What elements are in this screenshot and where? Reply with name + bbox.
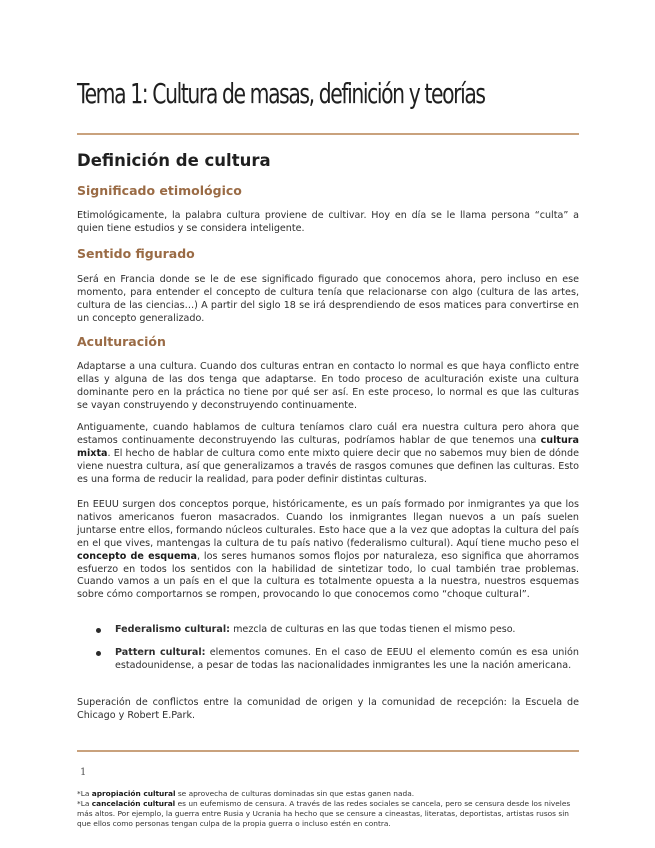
document-page: Tema 1: Cultura de masas, definición y teorías Definición de cultura Significado etimológico Etimológicamente, la palabra cultura proviene de cultivar. Hoy en día se le llama persona “culta” a quien tiene estudios y se considera inteligente. Sentido figurado Será en Francia donde se le de ese significado figurado que conocemos ahora, pero incluso en ese momento, para entender el concepto de cultura tenía que relacionarse con algo (cultura de las artes, cultura de las ciencias…) A partir del siglo 18 se irá desprendiendo de esos matices para convertirse en un concepto generalizado. Aculturación Adaptarse a una cultura. Cuando dos culturas entran en contacto lo normal es que haya conflicto entre ellas y alguna de las dos tenga que adaptarse. En todo proceso de aculturación existe una cultura dominante pero en la práctica no tiene por qué ser así. En este proceso, lo normal es que las culturas se vayan construyendo y deconstruyendo continuamente. Antiguamente, cuando hablamos de cultura teníamos claro cuál era nuestra cultura pero ahora que estamos continuamente deconstruyendo las culturas, podríamos hablar de que tenemos una cultura mixta. El hecho de hablar de cultura como ente mixto quiere decir que no sabemos muy bien de dónde viene nuestra cultura, así que generalizamos a través de rasgos comunes que definen las culturas. Esto es una forma de reducir la realidad, para poder definir distintas culturas. En EEUU surgen dos conceptos porque, históricamente, es un país formado por inmigrantes ya que los nativos americanos fueron masacrados. Cuando los inmigrantes llegan nuevos a un país suelen juntarse entre ellos, formando núcleos culturales. Esto hace que a la vez que adoptas la cultura del país en el que vives, mantengas la cultura de tu país nativo (federalismo cultural). Aquí tiene mucho peso el concepto de esquema, los seres humanos somos flojos por naturaleza, eso significa que ahorramos esfuerzo en todos los sentidos con la habilidad de sintetizar todo, lo cual también trae problemas. Cuando vamos a un país en el que la cultura es totalmente opuesta a la nuestra, nuestros esquemas sobre cómo comportarnos se rompen, provocando lo que conocemos como “choque cultural”. Federalismo cultural: mezcla de culturas en las que todas tienen el mismo peso. Pattern cultural: elementos comunes. En el caso de EEUU el elemento común es esa unión estadounidense, a pesar de todas las nacionalidades inmigrantes les une la nación americana. Superación de conflictos entre la comunidad de origen y la comunidad de recepción: la Escuela de Chicago y Robert E.Park. 1 *La apropiación cultural se aprovecha de culturas dominadas sin que estas ganen nada. *La cancelación cultural es un eufemismo de censura. A través de las redes sociales se cancela, pero se censura desde los niveles más altos. Por ejemplo, la guerra entre Rusia y Ucrania ha hecho que se censure a cineastas, literatas, deportistas, artistas rusos sin que ellos como personas tengan culpa de la propia guerra o incluso estén en contra.	[77, 78, 580, 828]
bullet-term: Pattern cultural:	[115, 647, 206, 658]
paragraph-figurado: Será en Francia donde se le de ese significado figurado que conocemos ahora, pero incluso en ese momento, para entender el concepto de cultura tenía que relacionarse con algo (cultura de las artes, cultura de las ciencias…) A partir del siglo 18 se irá desprendiendo de esos matices para convertirse en un concepto generalizado.	[77, 274, 579, 324]
paragraph-aculturacion-2: Antiguamente, cuando hablamos de cultura teníamos claro cuál era nuestra cultura pero ahora que estamos continuamente deconstruyendo las culturas, podríamos hablar de que tenemos una cultura mixta. El hecho de hablar de cultura como ente mixto quiere decir que no sabemos muy bien de dónde viene nuestra cultura, así que generalizamos a través de rasgos comunes que definen las culturas. Esto es una forma de reducir la realidad, para poder definir distintas culturas.	[77, 422, 579, 485]
paragraph-etimologico: Etimológicamente, la palabra cultura proviene de cultivar. Hoy en día se le llama persona “culta” a quien tiene estudios y se considera inteligente.	[77, 210, 579, 234]
paragraph-aculturacion-1: Adaptarse a una cultura. Cuando dos culturas entran en contacto lo normal es que haya conflicto entre ellas y alguna de las dos tenga que adaptarse. En todo proceso de aculturación existe una cultura dominante pero en la práctica no tiene por qué ser así. En este proceso, lo normal es que las culturas se vayan construyendo y deconstruyendo continuamente.	[77, 361, 579, 411]
subheading-aculturacion: Aculturación	[77, 334, 166, 349]
term-concepto-esquema: concepto de esquema	[77, 550, 197, 562]
section-heading: Definición de cultura	[77, 151, 271, 170]
page-number: 1	[80, 767, 87, 778]
paragraph-aculturacion-4: Superación de conflictos entre la comunidad de origen y la comunidad de recepción: la Escuela de Chicago y Robert E.Park.	[77, 697, 579, 721]
bullet-icon	[96, 651, 101, 656]
footnote: *La apropiación cultural se aprovecha de culturas dominadas sin que estas ganen nada.	[77, 789, 415, 798]
subheading-figurado: Sentido figurado	[77, 246, 195, 261]
bullet-icon	[96, 628, 101, 633]
subheading-etimologico: Significado etimológico	[77, 183, 242, 198]
page-title: Tema 1: Cultura de masas, definición y teorías	[77, 78, 485, 110]
term-cultura-mixta: cultura mixta	[77, 434, 579, 459]
title-divider	[77, 133, 579, 135]
footnote: *La cancelación cultural es un eufemismo de censura. A través de las redes sociales se cancela, pero se censura desde los niveles más altos. Por ejemplo, la guerra entre Rusia y Ucrania ha hecho que se censure a cineastas, literatas, deportistas, artistas rusos sin que ellos como personas tengan culpa de la propia guerra o incluso estén en contra.	[77, 799, 571, 828]
bullet-term: Federalismo cultural:	[115, 624, 231, 635]
paragraph-aculturacion-3: En EEUU surgen dos conceptos porque, históricamente, es un país formado por inmigrantes ya que los nativos americanos fueron masacrados. Cuando los inmigrantes llegan nuevos a un país suelen juntarse entre ellos, formando núcleos culturales. Esto hace que a la vez que adoptas la cultura del país en el que vives, mantengas la cultura de tu país nativo (federalismo cultural). Aquí tiene mucho peso el concepto de esquema, los seres humanos somos flojos por naturaleza, eso significa que ahorramos esfuerzo en todos los sentidos con la habilidad de sintetizar todo, lo cual también trae problemas. Cuando vamos a un país en el que la cultura es totalmente opuesta a la nuestra, nuestros esquemas sobre cómo comportarnos se rompen, provocando lo que conocemos como “choque cultural”.	[77, 499, 580, 601]
footer-divider	[77, 750, 579, 752]
